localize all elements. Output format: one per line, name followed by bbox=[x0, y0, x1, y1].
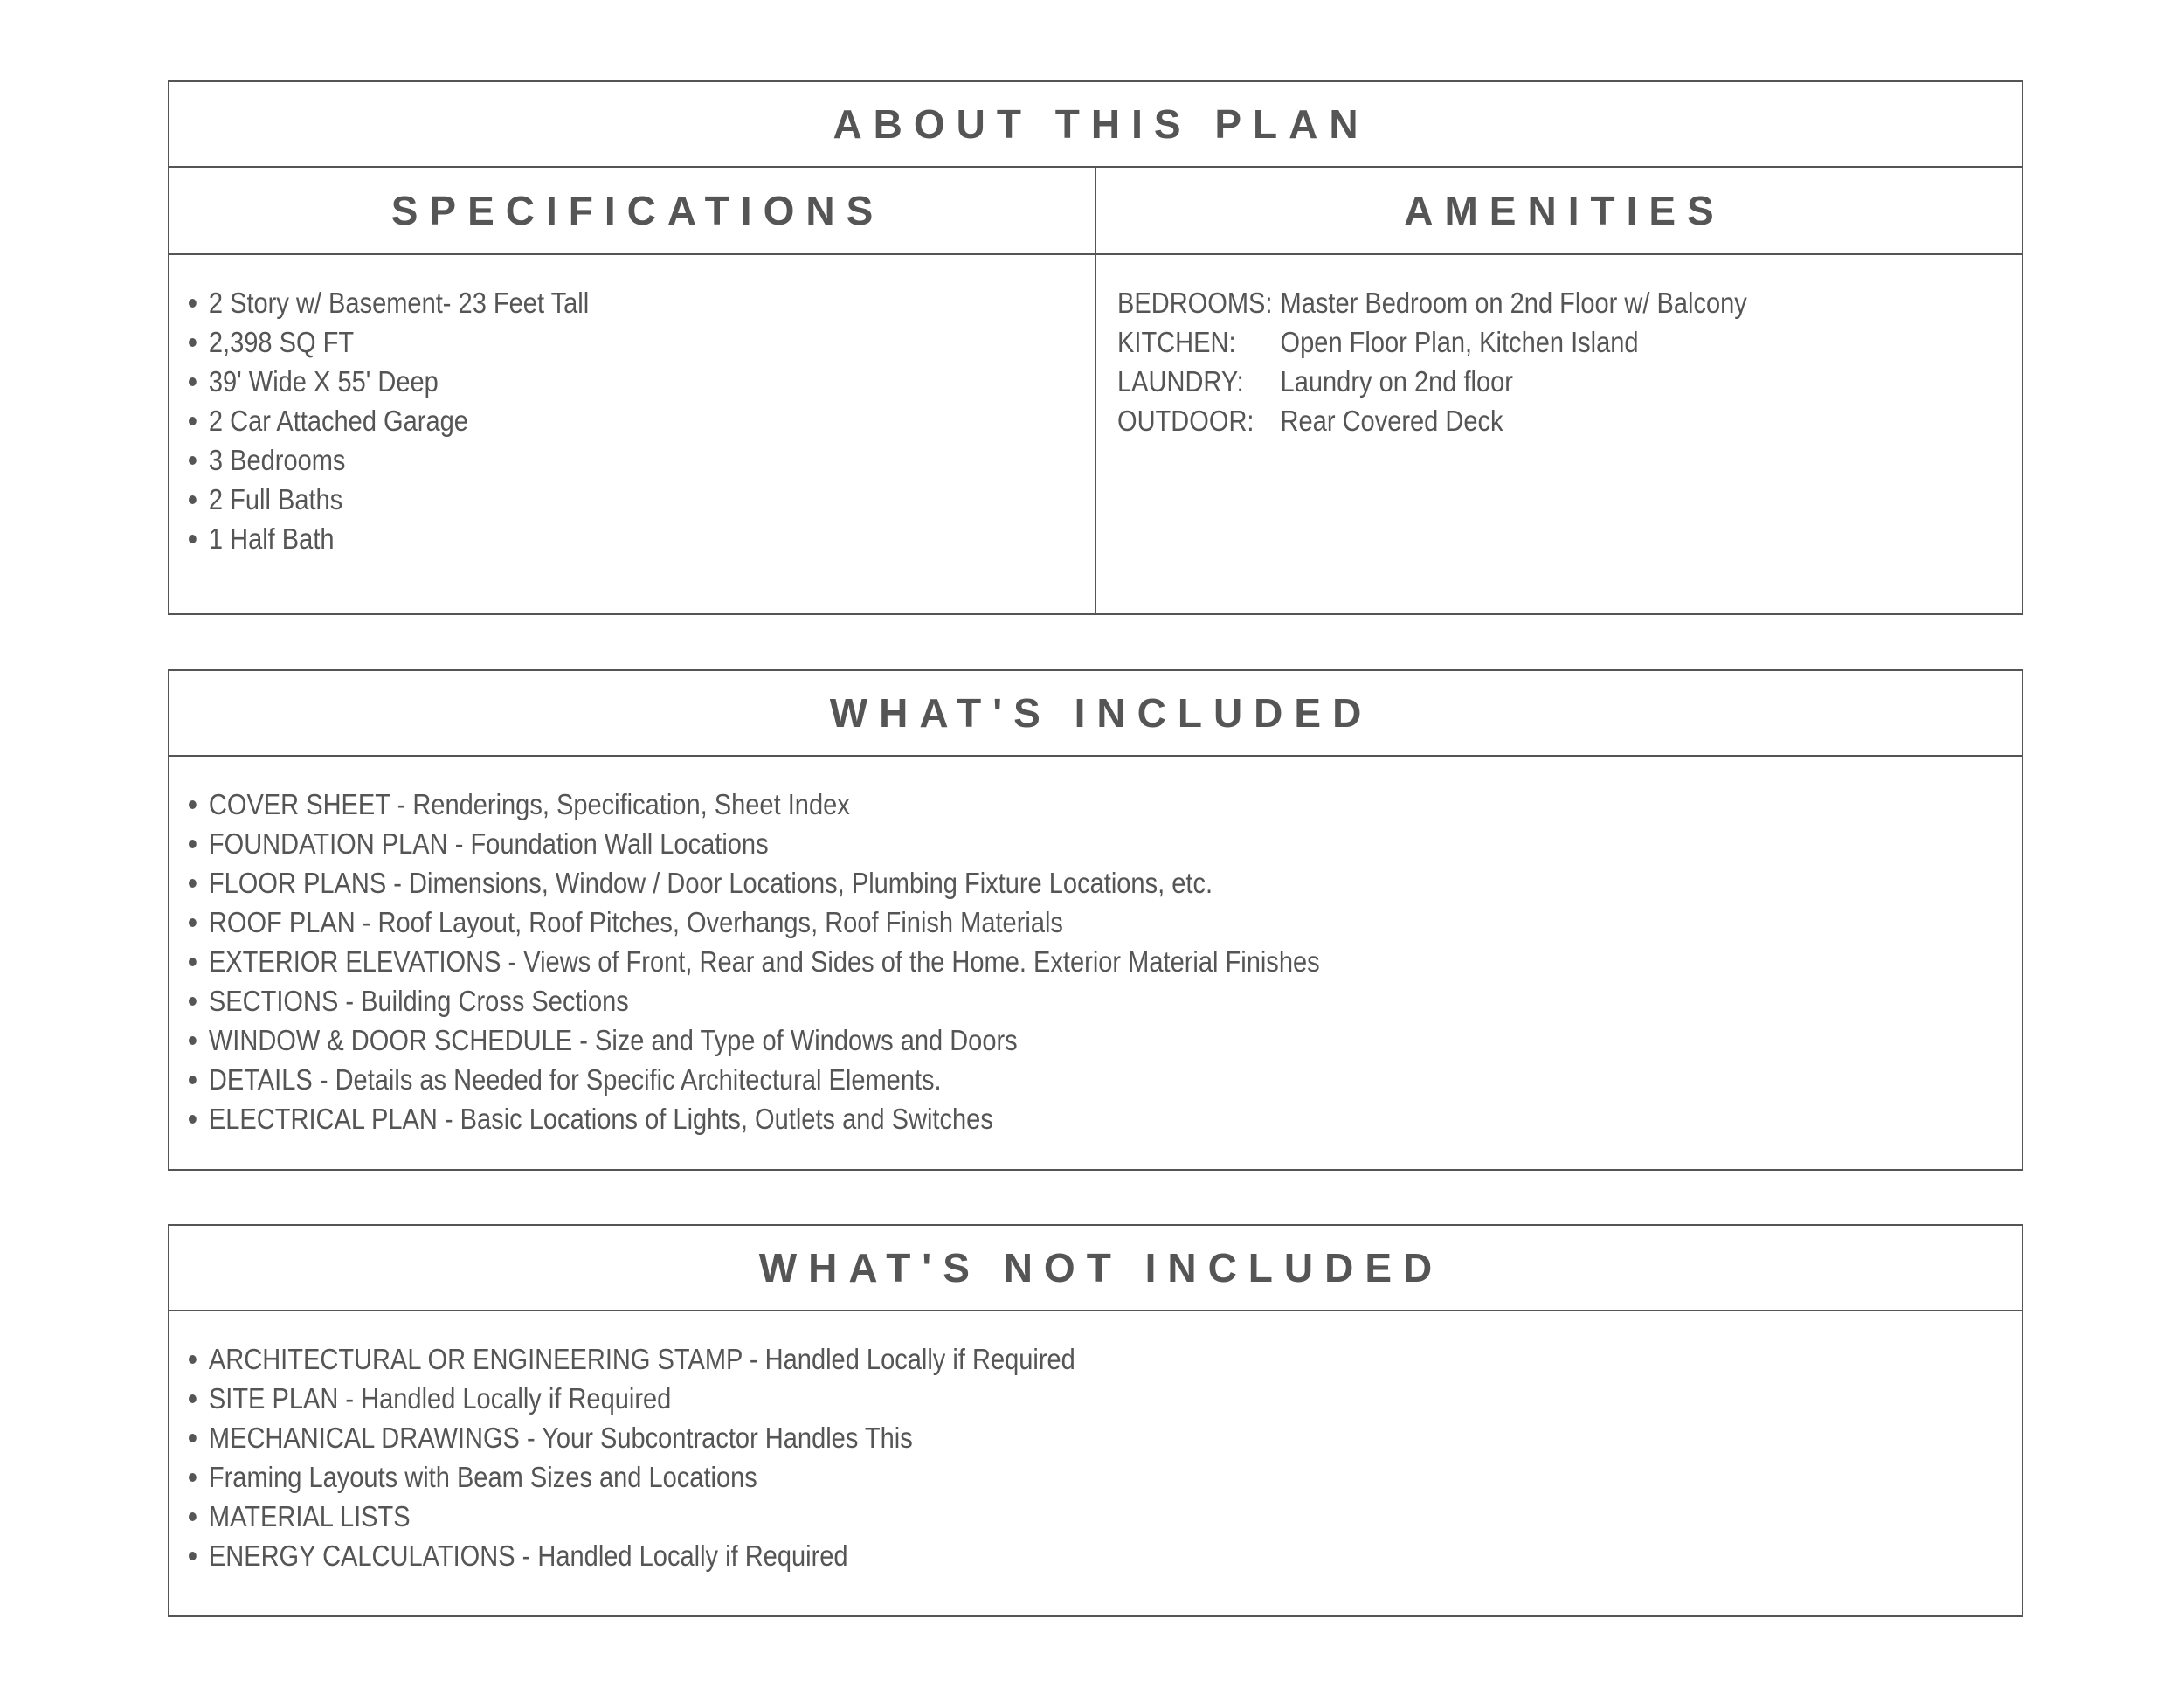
bullet-icon bbox=[189, 1394, 197, 1403]
list-item bbox=[189, 480, 986, 519]
list-item-text: DETAILS - Details as Needed for Specific Architectural Elements. bbox=[208, 1063, 942, 1096]
list-item bbox=[189, 1020, 1801, 1060]
specifications-title: SPECIFICATIONS bbox=[169, 168, 1095, 255]
bullet-icon bbox=[189, 299, 197, 308]
bullet-icon bbox=[189, 417, 197, 425]
bullet-icon bbox=[189, 840, 197, 848]
list-item bbox=[189, 1457, 1801, 1497]
list-item bbox=[189, 440, 986, 480]
bullet-icon bbox=[189, 495, 197, 504]
specifications-column bbox=[169, 168, 1096, 613]
bullet-icon bbox=[189, 456, 197, 465]
list-item-text: COVER SHEET - Renderings, Specification, Sheet Index bbox=[208, 788, 850, 820]
list-item bbox=[189, 903, 1801, 942]
list-item-text: 1 Half Bath bbox=[208, 522, 335, 555]
bullet-icon bbox=[189, 377, 197, 386]
bullet-icon bbox=[189, 958, 197, 966]
whats-included-section bbox=[168, 669, 2023, 1171]
list-item bbox=[189, 401, 986, 440]
list-item-text: 2,398 SQ FT bbox=[208, 326, 355, 358]
about-this-plan-title: ABOUT THIS PLAN bbox=[169, 82, 2022, 168]
list-item-text: EXTERIOR ELEVATIONS - Views of Front, Rear and Sides of the Home. Exterior Material Finishes bbox=[208, 945, 1320, 978]
bullet-icon bbox=[189, 1355, 197, 1364]
amenities-column bbox=[1096, 168, 2022, 613]
list-item-text: FOUNDATION PLAN - Foundation Wall Locations bbox=[208, 827, 769, 860]
amenity-row bbox=[1117, 401, 1913, 440]
list-item bbox=[189, 1536, 1801, 1575]
list-item bbox=[189, 1339, 1801, 1379]
list-item-text: ENERGY CALCULATIONS - Handled Locally if Required bbox=[208, 1539, 848, 1572]
list-item-text: MECHANICAL DRAWINGS - Your Subcontractor Handles This bbox=[208, 1422, 913, 1454]
amenity-value: Master Bedroom on 2nd Floor w/ Balcony bbox=[1280, 287, 1747, 319]
list-item bbox=[189, 322, 986, 362]
list-item bbox=[189, 981, 1801, 1020]
amenity-label: OUTDOOR: bbox=[1117, 405, 1254, 437]
bullet-icon bbox=[189, 800, 197, 809]
list-item-text: FLOOR PLANS - Dimensions, Window / Door Locations, Plumbing Fixture Locations, etc. bbox=[208, 867, 1213, 899]
list-item bbox=[189, 863, 1801, 903]
bullet-icon bbox=[189, 535, 197, 543]
list-item bbox=[189, 785, 1801, 824]
amenities-list bbox=[1096, 255, 2022, 440]
list-item bbox=[189, 942, 1801, 981]
bullet-icon bbox=[189, 1552, 197, 1560]
amenity-value: Laundry on 2nd floor bbox=[1280, 365, 1513, 398]
amenity-label: LAUNDRY: bbox=[1117, 365, 1244, 398]
list-item bbox=[189, 362, 986, 401]
bullet-icon bbox=[189, 918, 197, 927]
bullet-icon bbox=[189, 1036, 197, 1045]
amenity-value: Rear Covered Deck bbox=[1280, 405, 1503, 437]
list-item bbox=[189, 1379, 1801, 1418]
amenity-row bbox=[1117, 283, 1913, 322]
bullet-icon bbox=[189, 997, 197, 1006]
bullet-icon bbox=[189, 1473, 197, 1482]
list-item-text: 2 Full Baths bbox=[208, 483, 343, 515]
amenity-row bbox=[1117, 322, 1913, 362]
specifications-list bbox=[169, 255, 1095, 558]
whats-not-included-title: WHAT'S NOT INCLUDED bbox=[169, 1226, 2022, 1311]
whats-included-title: WHAT'S INCLUDED bbox=[169, 671, 2022, 757]
bullet-icon bbox=[189, 1434, 197, 1442]
whats-not-included-list bbox=[169, 1311, 2022, 1575]
bullet-icon bbox=[189, 1512, 197, 1521]
amenities-title: AMENITIES bbox=[1096, 168, 2022, 255]
list-item-text: ARCHITECTURAL OR ENGINEERING STAMP - Handled Locally if Required bbox=[208, 1343, 1075, 1375]
list-item-text: 39' Wide X 55' Deep bbox=[208, 365, 439, 398]
list-item-text: Framing Layouts with Beam Sizes and Locations bbox=[208, 1461, 757, 1493]
list-item bbox=[189, 519, 986, 558]
bullet-icon bbox=[189, 1115, 197, 1124]
list-item-text: 2 Car Attached Garage bbox=[208, 405, 468, 437]
amenity-row bbox=[1117, 362, 1913, 401]
list-item bbox=[189, 1497, 1801, 1536]
list-item-text: ELECTRICAL PLAN - Basic Locations of Lights, Outlets and Switches bbox=[208, 1103, 993, 1135]
list-item-text: 3 Bedrooms bbox=[208, 444, 346, 476]
amenity-label: BEDROOMS: bbox=[1117, 287, 1273, 319]
list-item-text: ROOF PLAN - Roof Layout, Roof Pitches, Overhangs, Roof Finish Materials bbox=[208, 906, 1063, 938]
list-item-text: SECTIONS - Building Cross Sections bbox=[208, 985, 629, 1017]
bullet-icon bbox=[189, 338, 197, 347]
list-item-text: WINDOW & DOOR SCHEDULE - Size and Type of Windows and Doors bbox=[208, 1024, 1018, 1056]
amenity-label: KITCHEN: bbox=[1117, 326, 1236, 358]
list-item bbox=[189, 283, 986, 322]
list-item bbox=[189, 824, 1801, 863]
list-item-text: SITE PLAN - Handled Locally if Required bbox=[208, 1382, 672, 1415]
whats-included-list bbox=[169, 757, 2022, 1138]
list-item bbox=[189, 1060, 1801, 1099]
amenity-value: Open Floor Plan, Kitchen Island bbox=[1280, 326, 1639, 358]
bullet-icon bbox=[189, 879, 197, 888]
list-item-text: 2 Story w/ Basement- 23 Feet Tall bbox=[208, 287, 590, 319]
about-columns bbox=[169, 168, 2022, 613]
list-item bbox=[189, 1099, 1801, 1138]
about-this-plan-section bbox=[168, 80, 2023, 615]
list-item bbox=[189, 1418, 1801, 1457]
whats-not-included-section bbox=[168, 1224, 2023, 1617]
bullet-icon bbox=[189, 1076, 197, 1084]
list-item-text: MATERIAL LISTS bbox=[208, 1500, 411, 1532]
